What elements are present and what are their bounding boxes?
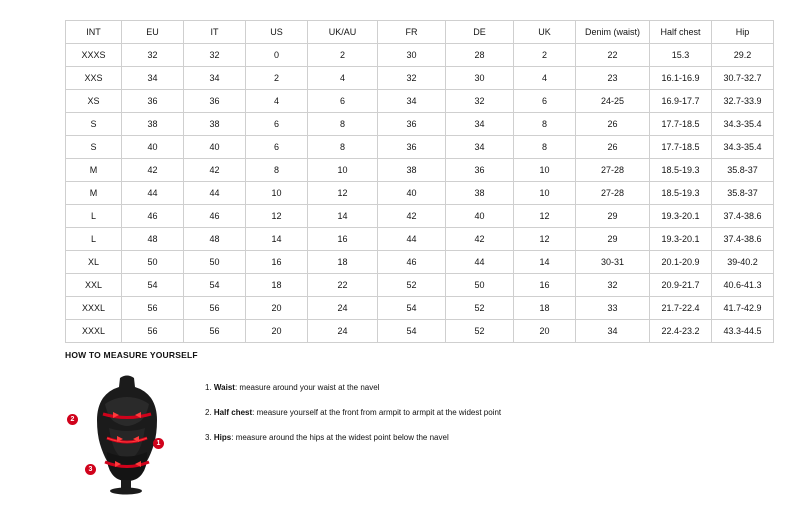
cell-int: S	[66, 113, 122, 136]
measure-steps-list	[205, 370, 501, 457]
cell-half-chest: 19.3-20.1	[650, 228, 712, 251]
cell-uk: 16	[514, 274, 576, 297]
cell-uk: 14	[514, 251, 576, 274]
cell-denim-waist: 33	[576, 297, 650, 320]
cell-eu: 56	[122, 297, 184, 320]
cell-fr: 52	[378, 274, 446, 297]
column-header-uk-au: UK/AU	[308, 21, 378, 44]
cell-half-chest: 18.5-19.3	[650, 159, 712, 182]
figure-bullet-1: 1	[153, 438, 164, 449]
cell-us: 0	[246, 44, 308, 67]
cell-de: 40	[446, 205, 514, 228]
cell-fr: 30	[378, 44, 446, 67]
measurement-figure	[65, 370, 190, 495]
cell-denim-waist: 23	[576, 67, 650, 90]
step-term-hips: Hips	[213, 433, 232, 442]
cell-int: XXL	[66, 274, 122, 297]
size-table	[65, 20, 774, 343]
cell-eu: 40	[122, 136, 184, 159]
cell-hip: 41.7-42.9	[712, 297, 774, 320]
how-to-measure-section	[65, 350, 735, 495]
cell-de: 30	[446, 67, 514, 90]
cell-int: XS	[66, 90, 122, 113]
cell-it: 40	[184, 136, 246, 159]
cell-de: 52	[446, 320, 514, 343]
cell-uk: 20	[514, 320, 576, 343]
table-row	[66, 228, 774, 251]
cell-it: 56	[184, 320, 246, 343]
cell-uk-au: 8	[308, 136, 378, 159]
cell-hip: 34.3-35.4	[712, 136, 774, 159]
cell-hip: 35.8-37	[712, 159, 774, 182]
cell-eu: 44	[122, 182, 184, 205]
cell-uk-au: 24	[308, 320, 378, 343]
cell-uk-au: 2	[308, 44, 378, 67]
cell-it: 50	[184, 251, 246, 274]
cell-half-chest: 18.5-19.3	[650, 182, 712, 205]
cell-eu: 38	[122, 113, 184, 136]
table-row	[66, 44, 774, 67]
cell-fr: 54	[378, 297, 446, 320]
cell-de: 42	[446, 228, 514, 251]
cell-it: 38	[184, 113, 246, 136]
cell-eu: 54	[122, 274, 184, 297]
cell-us: 20	[246, 320, 308, 343]
table-header-row	[66, 21, 774, 44]
step-number-3: 3.	[205, 433, 212, 442]
cell-it: 48	[184, 228, 246, 251]
table-row	[66, 297, 774, 320]
cell-hip: 40.6-41.3	[712, 274, 774, 297]
figure-bullet-3: 3	[85, 464, 96, 475]
step-text-waist: : measure around your waist at the navel	[234, 383, 380, 392]
cell-de: 50	[446, 274, 514, 297]
table-row	[66, 182, 774, 205]
cell-half-chest: 22.4-23.2	[650, 320, 712, 343]
step-text-hips: : measure around the hips at the widest point below the navel	[231, 433, 449, 442]
cell-uk-au: 18	[308, 251, 378, 274]
step-term-half-chest: Half chest	[213, 408, 253, 417]
cell-us: 2	[246, 67, 308, 90]
cell-eu: 50	[122, 251, 184, 274]
cell-uk: 2	[514, 44, 576, 67]
cell-fr: 44	[378, 228, 446, 251]
cell-denim-waist: 22	[576, 44, 650, 67]
column-header-uk: UK	[514, 21, 576, 44]
cell-denim-waist: 27-28	[576, 159, 650, 182]
column-header-de: DE	[446, 21, 514, 44]
size-table-head	[66, 21, 774, 44]
cell-int: XL	[66, 251, 122, 274]
cell-uk: 12	[514, 205, 576, 228]
figure-bullet-2: 2	[67, 414, 78, 425]
table-row	[66, 136, 774, 159]
cell-it: 32	[184, 44, 246, 67]
cell-eu: 48	[122, 228, 184, 251]
step-number-2: 2.	[205, 408, 212, 417]
table-row	[66, 320, 774, 343]
cell-uk-au: 14	[308, 205, 378, 228]
cell-it: 42	[184, 159, 246, 182]
measure-step-half-chest	[205, 407, 501, 419]
step-term-waist: Waist	[213, 383, 235, 392]
column-header-int: INT	[66, 21, 122, 44]
cell-half-chest: 21.7-22.4	[650, 297, 712, 320]
table-row	[66, 251, 774, 274]
cell-int: XXXL	[66, 297, 122, 320]
cell-fr: 34	[378, 90, 446, 113]
cell-uk-au: 22	[308, 274, 378, 297]
cell-us: 18	[246, 274, 308, 297]
cell-int: XXXS	[66, 44, 122, 67]
cell-eu: 56	[122, 320, 184, 343]
size-table-body	[66, 44, 774, 343]
cell-uk: 8	[514, 136, 576, 159]
cell-us: 16	[246, 251, 308, 274]
cell-denim-waist: 32	[576, 274, 650, 297]
cell-de: 28	[446, 44, 514, 67]
cell-denim-waist: 30-31	[576, 251, 650, 274]
cell-eu: 34	[122, 67, 184, 90]
cell-denim-waist: 27-28	[576, 182, 650, 205]
cell-de: 32	[446, 90, 514, 113]
cell-fr: 32	[378, 67, 446, 90]
cell-half-chest: 16.1-16.9	[650, 67, 712, 90]
cell-it: 54	[184, 274, 246, 297]
column-header-hip: Hip	[712, 21, 774, 44]
cell-fr: 54	[378, 320, 446, 343]
cell-uk-au: 4	[308, 67, 378, 90]
cell-denim-waist: 34	[576, 320, 650, 343]
cell-half-chest: 19.3-20.1	[650, 205, 712, 228]
cell-us: 14	[246, 228, 308, 251]
step-text-half-chest: : measure yourself at the front from armpit to armpit at the widest point	[252, 408, 502, 417]
cell-uk: 4	[514, 67, 576, 90]
cell-de: 34	[446, 113, 514, 136]
cell-uk: 6	[514, 90, 576, 113]
cell-hip: 43.3-44.5	[712, 320, 774, 343]
cell-it: 36	[184, 90, 246, 113]
cell-uk-au: 24	[308, 297, 378, 320]
cell-hip: 32.7-33.9	[712, 90, 774, 113]
cell-uk: 10	[514, 159, 576, 182]
cell-uk: 18	[514, 297, 576, 320]
column-header-eu: EU	[122, 21, 184, 44]
cell-half-chest: 17.7-18.5	[650, 113, 712, 136]
cell-de: 38	[446, 182, 514, 205]
cell-uk: 8	[514, 113, 576, 136]
cell-uk: 10	[514, 182, 576, 205]
mannequin-illustration	[65, 370, 190, 495]
how-to-measure-body	[65, 370, 735, 495]
cell-fr: 36	[378, 113, 446, 136]
cell-hip: 34.3-35.4	[712, 113, 774, 136]
cell-it: 56	[184, 297, 246, 320]
cell-half-chest: 15.3	[650, 44, 712, 67]
cell-int: L	[66, 228, 122, 251]
cell-int: M	[66, 159, 122, 182]
cell-denim-waist: 24-25	[576, 90, 650, 113]
cell-eu: 32	[122, 44, 184, 67]
cell-eu: 46	[122, 205, 184, 228]
cell-hip: 37.4-38.6	[712, 228, 774, 251]
cell-int: XXS	[66, 67, 122, 90]
cell-us: 6	[246, 136, 308, 159]
column-header-denim-waist: Denim (waist)	[576, 21, 650, 44]
measure-step-hips	[205, 432, 501, 444]
table-row	[66, 274, 774, 297]
how-to-measure-title: HOW TO MEASURE YOURSELF	[65, 350, 198, 360]
cell-it: 46	[184, 205, 246, 228]
cell-uk-au: 16	[308, 228, 378, 251]
cell-us: 6	[246, 113, 308, 136]
cell-de: 52	[446, 297, 514, 320]
cell-uk-au: 10	[308, 159, 378, 182]
cell-fr: 40	[378, 182, 446, 205]
cell-int: L	[66, 205, 122, 228]
cell-denim-waist: 26	[576, 136, 650, 159]
cell-int: M	[66, 182, 122, 205]
cell-us: 20	[246, 297, 308, 320]
cell-int: XXXL	[66, 320, 122, 343]
cell-fr: 46	[378, 251, 446, 274]
column-header-fr: FR	[378, 21, 446, 44]
cell-hip: 30.7-32.7	[712, 67, 774, 90]
cell-hip: 39-40.2	[712, 251, 774, 274]
cell-de: 34	[446, 136, 514, 159]
cell-it: 44	[184, 182, 246, 205]
cell-eu: 42	[122, 159, 184, 182]
cell-half-chest: 20.1-20.9	[650, 251, 712, 274]
column-header-it: IT	[184, 21, 246, 44]
table-row	[66, 113, 774, 136]
cell-uk-au: 8	[308, 113, 378, 136]
cell-us: 4	[246, 90, 308, 113]
cell-int: S	[66, 136, 122, 159]
cell-us: 12	[246, 205, 308, 228]
column-header-half-chest: Half chest	[650, 21, 712, 44]
cell-hip: 29.2	[712, 44, 774, 67]
measure-step-waist	[205, 382, 501, 394]
cell-us: 10	[246, 182, 308, 205]
cell-us: 8	[246, 159, 308, 182]
cell-de: 44	[446, 251, 514, 274]
table-row	[66, 159, 774, 182]
table-row	[66, 90, 774, 113]
cell-uk-au: 6	[308, 90, 378, 113]
cell-hip: 37.4-38.6	[712, 205, 774, 228]
cell-denim-waist: 26	[576, 113, 650, 136]
cell-denim-waist: 29	[576, 228, 650, 251]
cell-uk: 12	[514, 228, 576, 251]
cell-fr: 42	[378, 205, 446, 228]
cell-fr: 36	[378, 136, 446, 159]
cell-half-chest: 16.9-17.7	[650, 90, 712, 113]
cell-de: 36	[446, 159, 514, 182]
cell-fr: 38	[378, 159, 446, 182]
cell-eu: 36	[122, 90, 184, 113]
table-row	[66, 67, 774, 90]
table-row	[66, 205, 774, 228]
cell-half-chest: 20.9-21.7	[650, 274, 712, 297]
step-number-1: 1.	[205, 383, 212, 392]
cell-hip: 35.8-37	[712, 182, 774, 205]
cell-denim-waist: 29	[576, 205, 650, 228]
cell-uk-au: 12	[308, 182, 378, 205]
column-header-us: US	[246, 21, 308, 44]
size-table-container	[65, 20, 762, 343]
cell-it: 34	[184, 67, 246, 90]
cell-half-chest: 17.7-18.5	[650, 136, 712, 159]
